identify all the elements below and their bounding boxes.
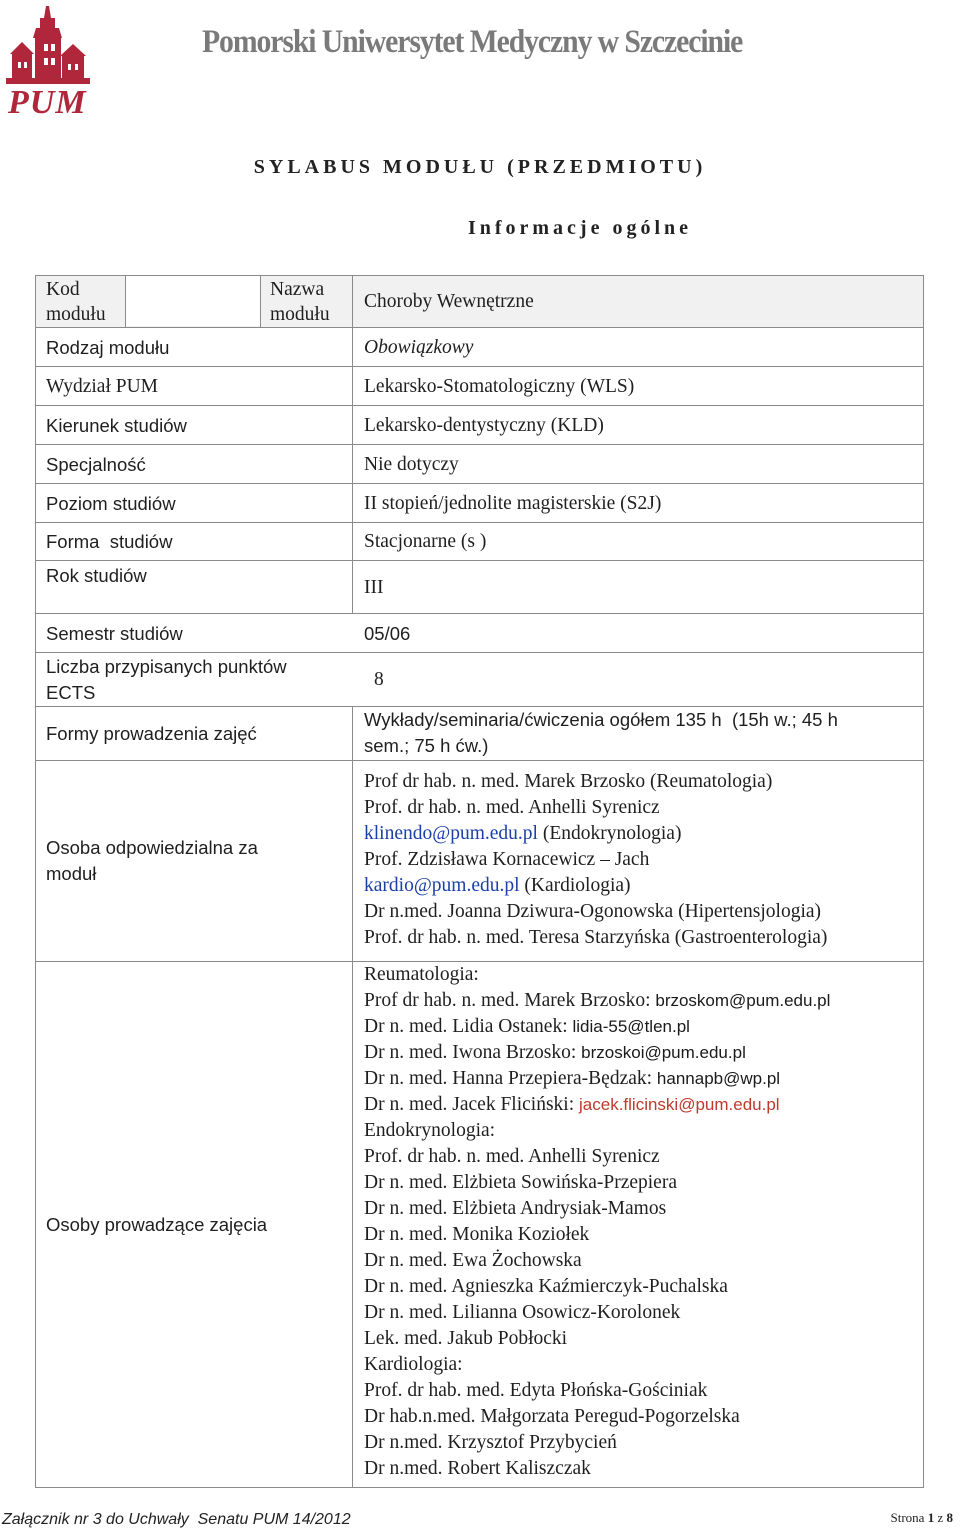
responsible-list (364, 769, 827, 951)
teacher-email[interactable]: brzoskoi@pum.edu.pl (581, 1043, 746, 1062)
ects-label-2: ECTS (46, 682, 96, 703)
page-number (884, 1494, 953, 1526)
responsible-3: (Endokrynologia) (537, 823, 682, 844)
footer-attachment: Załącznik nr 3 do Uchwały Senatu PUM 14/2012 (2, 1511, 351, 1528)
ects-label: Liczba przypisanych punktów (46, 656, 287, 677)
specjalnosc-label: Specjalność (46, 454, 146, 475)
formy-value: Wykłady/seminaria/ćwiczenia ogółem 135 h (15h w.; 45 h (364, 709, 838, 730)
rok-value: III (364, 577, 384, 598)
teacher-name: Prof dr hab. n. med. Marek Brzosko: (364, 990, 656, 1011)
page-title: SYLABUS MODUŁU (PRZEDMIOTU) (253, 156, 707, 178)
teacher-email[interactable]: jacek.flicinski@pum.edu.pl (579, 1095, 780, 1114)
specjalnosc-value: Nie dotyczy (364, 454, 459, 475)
teacher-name: Lek. med. Jakub Pobłocki (364, 1328, 568, 1349)
nazwa-value: Choroby Wewnętrzne (364, 291, 534, 312)
teacher-name: Dr hab.n.med. Małgorzata Peregud-Pogorzelska (364, 1406, 740, 1427)
page-of: z (934, 1510, 947, 1525)
teacher-name: Prof. dr hab. n. med. Anhelli Syrenicz (364, 1146, 660, 1167)
formy-value-2: sem.; 75 h ćw.) (364, 735, 489, 756)
email-link[interactable]: kardio@pum.edu.pl (364, 875, 520, 896)
responsible-1: Prof dr hab. n. med. Marek Brzosko (Reumatologia) (364, 771, 773, 792)
teacher-name: Dr n. med. Agnieszka Kaźmierczyk-Puchalska (364, 1276, 728, 1297)
teacher-name: Dr n. med. Ewa Żochowska (364, 1250, 582, 1271)
teacher-name: Dr n. med. Elżbieta Andrysiak-Mamos (364, 1198, 667, 1219)
teacher-name: Dr n. med. Lilianna Osowicz-Korolonek (364, 1302, 681, 1323)
section-heading: Endokrynologia: (364, 1120, 496, 1141)
university-logo (2, 4, 98, 124)
section-heading: Kardiologia: (364, 1354, 463, 1375)
responsible-6: Dr n.med. Joanna Dziwura-Ogonowska (Hipertensjologia) (364, 901, 822, 922)
forma-value: Stacjonarne (s ) (364, 531, 487, 552)
semestr-value: 05/06 (364, 623, 411, 644)
kierunek-label: Kierunek studiów (46, 415, 187, 436)
teacher-name: Dr n.med. Robert Kaliszczak (364, 1458, 591, 1479)
section-heading: Reumatologia: (364, 964, 479, 985)
teacher-name: Dr n. med. Iwona Brzosko: (364, 1042, 582, 1063)
ects-value: 8 (374, 669, 384, 690)
university-name: Pomorski Uniwersytet Medyczny w Szczecinie (202, 24, 743, 60)
teacher-email[interactable]: lidia-55@tlen.pl (572, 1017, 690, 1036)
teacher-email[interactable]: hannapb@wp.pl (656, 1069, 781, 1088)
poziom-label: Poziom studiów (46, 493, 176, 514)
osoby-label: Osoby prowadzące zajęcia (46, 1214, 268, 1235)
teachers-list (364, 962, 830, 1482)
responsible-4: Prof. Zdzisława Kornacewicz – Jach (364, 849, 650, 870)
page-total: 8 (946, 1510, 953, 1525)
teacher-email[interactable]: brzoskom@pum.edu.pl (655, 991, 831, 1010)
rok-label: Rok studiów (46, 565, 147, 586)
teacher-name: Dr n.med. Krzysztof Przybycień (364, 1432, 617, 1453)
formy-label: Formy prowadzenia zajęć (46, 723, 257, 744)
rodzaj-label: Rodzaj modułu (46, 337, 170, 358)
semestr-label: Semestr studiów (46, 623, 183, 644)
logo-text: PUM (8, 84, 87, 121)
wydzial-label: Wydział PUM (46, 376, 159, 397)
responsible-5: (Kardiologia) (519, 875, 631, 896)
teacher-name: Dr n. med. Elżbieta Sowińska-Przepiera (364, 1172, 677, 1193)
responsible-7: Prof. dr hab. n. med. Teresa Starzyńska (Gastroenterologia) (364, 927, 828, 948)
osoba-label: Osoba odpowiedzialna za (46, 837, 258, 858)
teacher-name: Dr n. med. Lidia Ostanek: (364, 1016, 573, 1037)
teacher-name: Dr n. med. Hanna Przepiera-Będzak: (364, 1068, 657, 1089)
page-current: 1 (927, 1510, 935, 1525)
poziom-value: II stopień/jednolite magisterskie (S2J) (364, 493, 662, 514)
page-prefix: Strona (890, 1510, 928, 1525)
wydzial-value: Lekarsko-Stomatologiczny (WLS) (364, 376, 635, 397)
nazwa-label: Nazwa modułu (270, 279, 330, 325)
teacher-name: Dr n. med. Monika Koziołek (364, 1224, 590, 1245)
page-subtitle: Informacje ogólne (467, 217, 693, 239)
kierunek-value: Lekarsko-dentystyczny (KLD) (364, 415, 604, 436)
rodzaj-value: Obowiązkowy (364, 337, 474, 358)
responsible-2: Prof. dr hab. n. med. Anhelli Syrenicz (364, 797, 660, 818)
teacher-name: Dr n. med. Jacek Fliciński: (364, 1094, 580, 1115)
osoba-label-2: moduł (46, 863, 97, 884)
forma-label: Forma studiów (46, 531, 173, 552)
kod-label: Kod modułu (46, 279, 106, 325)
teacher-name: Prof. dr hab. med. Edyta Płońska-Gościniak (364, 1380, 708, 1401)
email-link[interactable]: klinendo@pum.edu.pl (364, 823, 538, 844)
